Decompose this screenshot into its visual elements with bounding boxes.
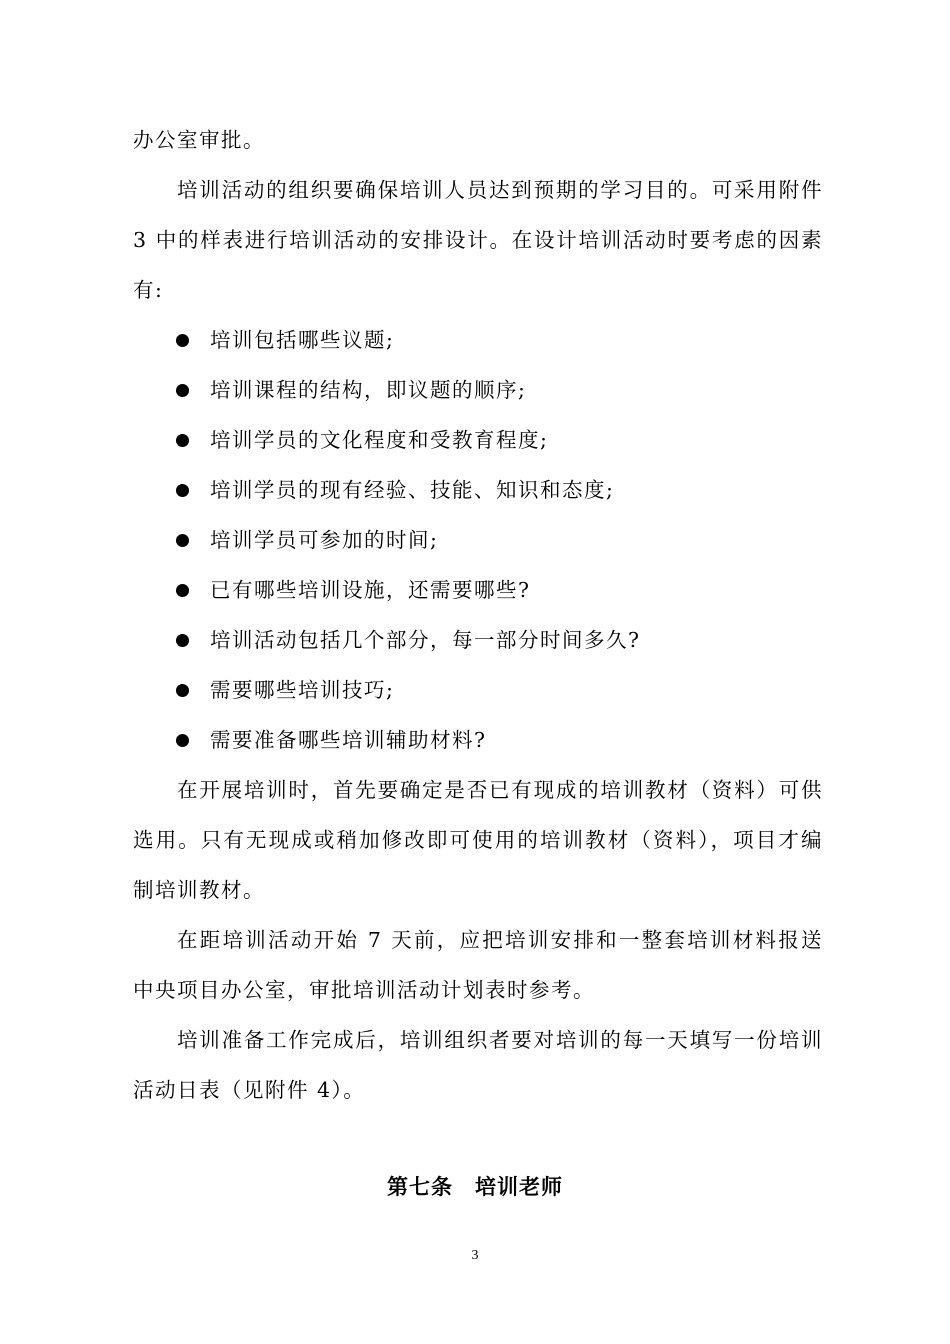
list-item-text: 培训学员的现有经验、技能、知识和态度;: [210, 478, 615, 502]
paragraph-training-organization: 培训活动的组织要确保培训人员达到预期的学习目的。可采用附件 3 中的样表进行培训活动的安排设计。在设计培训活动时要考虑的因素有:: [133, 178, 823, 302]
list-item-text: 培训活动包括几个部分，每一部分时间多久?: [210, 628, 641, 652]
paragraph-daily-record: 培训准备工作完成后，培训组织者要对培训的每一天填写一份培训活动日表（见附件 4）。: [133, 1028, 823, 1102]
bullet-icon: [176, 434, 189, 447]
list-item: [176, 415, 816, 465]
paragraph-existing-materials: 在开展培训时，首先要确定是否已有现成的培训教材（资料）可供选用。只有无现成或稍加修改即可使用的培训教材（资料），项目才编制培训教材。: [133, 778, 823, 902]
bullet-icon: [176, 484, 189, 497]
list-item: [176, 665, 816, 715]
list-item: [176, 565, 816, 615]
bullet-icon: [176, 684, 189, 697]
section-heading: 第七条 培训老师: [387, 1175, 563, 1199]
list-item-text: 培训学员可参加的时间;: [210, 528, 439, 552]
list-item-text: 培训课程的结构，即议题的顺序;: [210, 378, 527, 402]
page-number: 3: [471, 1248, 479, 1263]
list-item: [176, 715, 816, 765]
bullet-icon: [176, 584, 189, 597]
bullet-icon: [176, 634, 189, 647]
list-item-text: 需要哪些培训技巧;: [210, 678, 395, 702]
factor-list: [176, 315, 816, 765]
bullet-icon: [176, 534, 189, 547]
bullet-icon: [176, 734, 189, 747]
paragraph-approval: 办公室审批。: [133, 128, 265, 152]
list-item-text: 培训包括哪些议题;: [210, 328, 395, 352]
list-item: [176, 615, 816, 665]
list-item: [176, 515, 816, 565]
paragraph-submission: 在距培训活动开始 7 天前，应把培训安排和一整套培训材料报送中央项目办公室，审批培训活动计划表时参考。: [133, 928, 823, 1002]
list-item-text: 需要准备哪些培训辅助材料?: [210, 728, 487, 752]
bullet-icon: [176, 334, 189, 347]
bullet-icon: [176, 384, 189, 397]
list-item: [176, 465, 816, 515]
list-item-text: 已有哪些培训设施，还需要哪些?: [210, 578, 531, 602]
list-item: [176, 315, 816, 365]
list-item: [176, 365, 816, 415]
list-item-text: 培训学员的文化程度和受教育程度;: [210, 428, 549, 452]
